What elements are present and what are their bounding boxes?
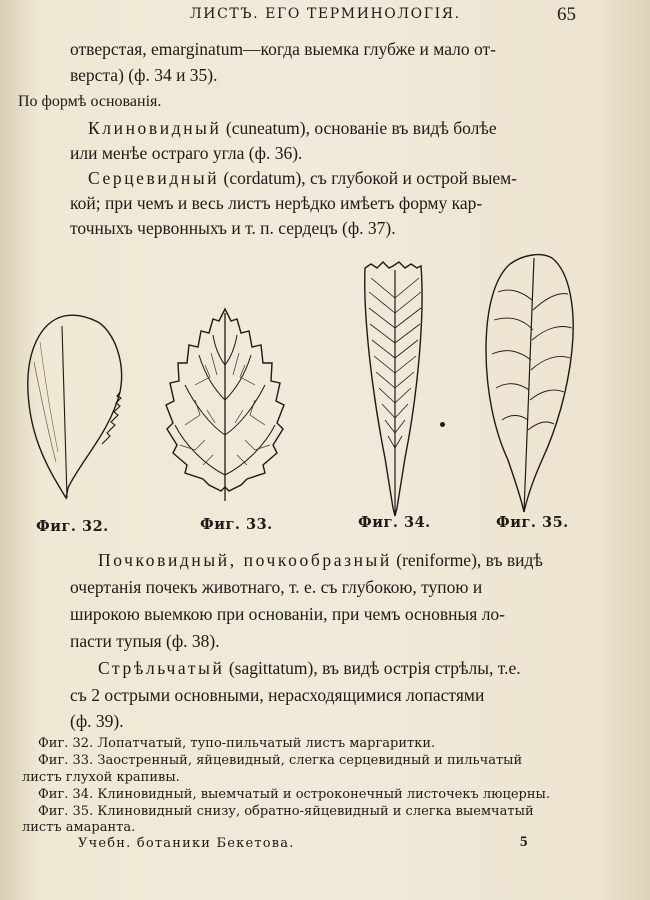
page-number: 65	[557, 4, 576, 25]
figure-plate	[0, 250, 650, 550]
running-head: ЛИСТЪ. ЕГО ТЕРМИНОЛОГІЯ.	[190, 6, 461, 22]
figure-33-leaf-illustration	[155, 305, 295, 505]
cordatum-text: (cordatum), съ глубокой и острой выем-	[219, 168, 517, 188]
cordatum-paragraph	[88, 166, 517, 190]
reniforme-text: (reniforme), въ видѣ	[391, 550, 543, 570]
sagittatum-text: (sagittatum), въ видѣ острія стрѣлы, т.е.	[224, 658, 521, 678]
figure-35-label: Фиг. 35.	[496, 514, 569, 531]
term-cuneatum: Клиновидный	[88, 118, 222, 138]
sagittatum-paragraph	[98, 656, 521, 680]
page-header	[0, 4, 650, 26]
sagittatum-line-2: съ 2 острыми основными, нерасходящимися лопастями	[70, 685, 485, 705]
cuneatum-paragraph	[88, 116, 497, 140]
figure-32-leaf-illustration	[20, 312, 130, 502]
reniforme-paragraph	[98, 548, 543, 572]
sagittatum-line-3: (ф. 39).	[70, 711, 124, 731]
caption-figure-35-cont: листъ амаранта.	[22, 820, 136, 835]
cuneatum-line-2: или менѣе остраго угла (ф. 36).	[70, 143, 303, 163]
text-line-2: верста) (ф. 34 и 35).	[70, 65, 218, 85]
caption-figure-34: Фиг. 34. Клиновидный, выемчатый и остроконечный листочекъ люцерны.	[38, 787, 550, 802]
footer-signature-mark: 5	[520, 834, 528, 850]
footer-book-title: Учебн. ботаники Бекетова.	[78, 836, 295, 851]
figure-32-label: Фиг. 32.	[36, 518, 109, 535]
cordatum-line-2: кой; при чемъ и весь листъ нерѣдко имѣетъ форму кар-	[70, 193, 483, 213]
caption-figure-33-cont: листъ глухой крапивы.	[22, 770, 180, 785]
term-reniforme: Почковидный, почкообразный	[98, 550, 392, 570]
reniforme-line-3: широкою выемкою при основаніи, при чемъ основныя ло-	[70, 604, 506, 624]
term-sagittatum: Стрѣльчатый	[98, 658, 225, 678]
term-cordatum: Серцевидный	[88, 168, 220, 188]
caption-figure-32: Фиг. 32. Лопатчатый, тупо-пильчатый листъ маргаритки.	[38, 736, 436, 751]
figure-33-label: Фиг. 33.	[200, 516, 273, 533]
caption-figure-35: Фиг. 35. Клиновидный снизу, обратно-яйцевидный и слегка выемчатый	[38, 804, 534, 819]
ink-dot	[440, 422, 445, 427]
text-line-1: отверстая, emarginatum—когда выемка глубже и мало от-	[70, 39, 496, 59]
reniforme-line-2: очертанія почекъ животнаго, т. е. съ глубокою, тупою и	[70, 577, 483, 597]
section-heading: По формѣ основанія.	[18, 93, 162, 110]
figure-35-leaf-illustration	[480, 250, 580, 518]
figure-34-leaf-illustration	[355, 258, 435, 518]
reniforme-line-4: пасти тупыя (ф. 38).	[70, 631, 220, 651]
caption-figure-33: Фиг. 33. Заостренный, яйцевидный, слегка серцевидный и пильчатый	[38, 753, 523, 768]
cordatum-line-3: точныхъ червонныхъ и т. п. сердецъ (ф. 37).	[70, 218, 396, 238]
cuneatum-text: (cuneatum), основаніе въ видѣ болѣе	[221, 118, 497, 138]
figure-34-label: Фиг. 34.	[358, 514, 431, 531]
